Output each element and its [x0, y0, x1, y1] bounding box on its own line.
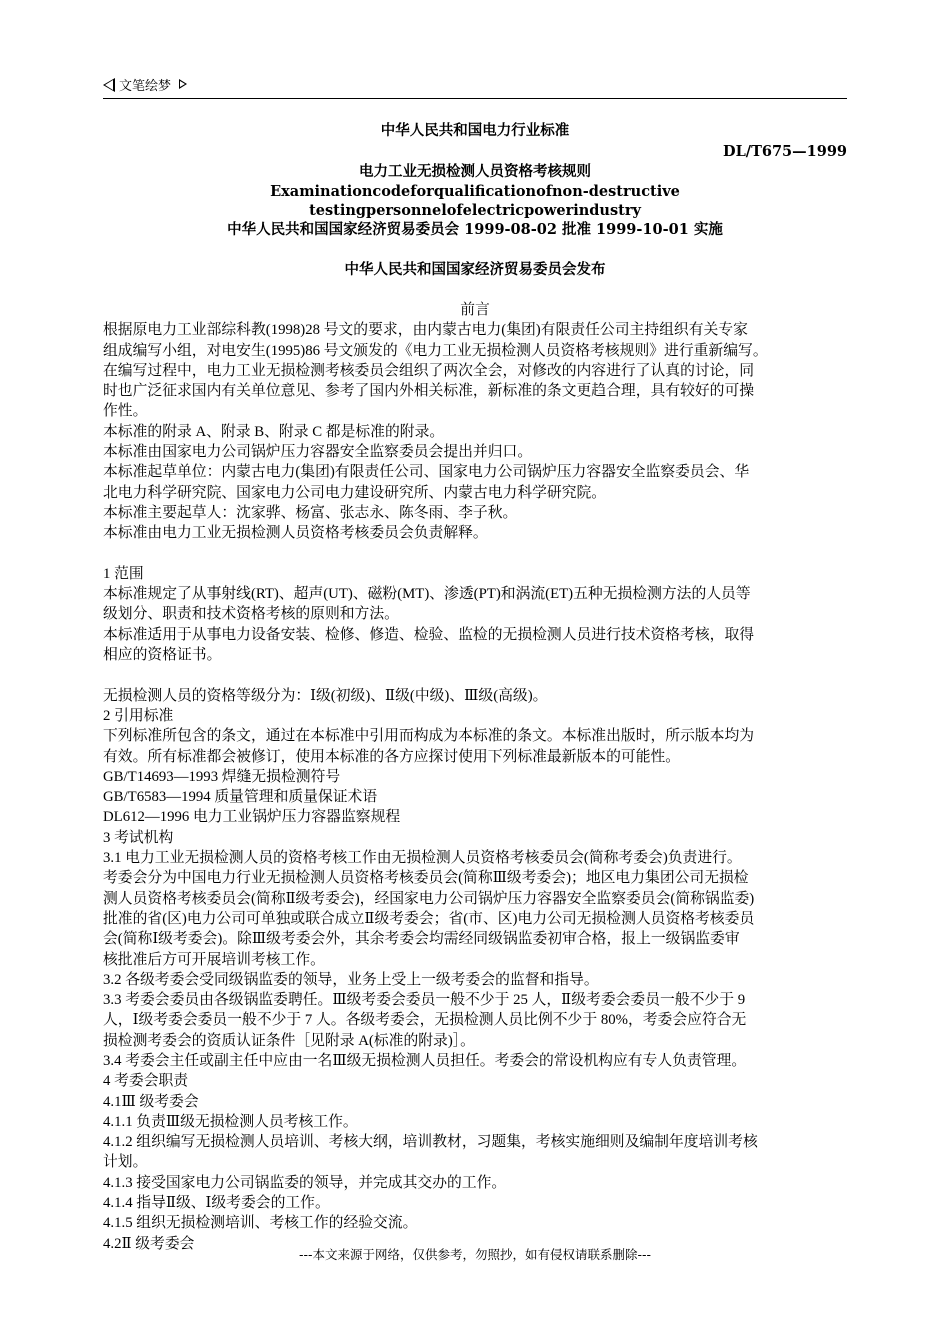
triangle-right-icon	[179, 79, 187, 89]
body-line: 有效。所有标准都会被修订，使用本标准的各方应探讨使用下列标准最新版本的可能性。	[103, 748, 681, 765]
body-line: 本标准主要起草人：沈家骅、杨富、张志永、陈冬雨、李子秋。	[103, 504, 518, 521]
body-line: 本标准规定了从事射线(RT)、超声(UT)、磁粉(MT)、渗透(PT)和涡流(ET)五种无损检测方法的人员等	[103, 586, 751, 603]
body-line: 级划分、职责和技术资格考核的原则和方法。	[103, 606, 399, 623]
foreword-heading: 前言	[460, 302, 490, 318]
body-line: 作性。	[103, 403, 148, 420]
page-header	[103, 74, 847, 99]
body-line: 组成编写小组，对电安生(1995)86 号文颁发的《电力工业无损检测人员资格考核规则》进行重新编写。	[103, 342, 768, 359]
footer-disclaimer: ---本文来源于网络，仅供参考，勿照抄，如有侵权请联系删除---	[298, 1247, 652, 1262]
body-line: 核批准后方可开展培训考核工作。	[103, 951, 325, 968]
document-title-cn: 电力工业无损检测人员资格考核规则	[359, 163, 591, 180]
document-title-en-line2: testingpersonnelofelectricpowerindustry	[309, 202, 641, 219]
body-line: 本标准的附录 A、附录 B、附录 C 都是标准的附录。	[103, 423, 445, 440]
industry-standard-heading: 中华人民共和国电力行业标准	[380, 122, 570, 139]
body-line: 4.1.5 组织无损检测培训、考核工作的经验交流。	[103, 1215, 418, 1232]
body-line: GB/T14693—1993 焊缝无损检测符号	[103, 768, 341, 785]
body-line: 4.1.3 接受国家电力公司锅监委的领导，并完成其交办的工作。	[103, 1174, 507, 1191]
header-logo	[103, 76, 187, 96]
body-line: 3.1 电力工业无损检测人员的资格考核工作由无损检测人员资格考核委员会(简称考委会)负责进行。	[103, 850, 742, 867]
body-line: 时也广泛征求国内有关单位意见、参考了国内外相关标准，新标准的条文更趋合理，具有较好的可操	[103, 383, 755, 400]
blank-line	[103, 665, 863, 685]
body-line: 4.2Ⅱ 级考委会	[103, 1235, 195, 1252]
body-line: 考委会分为中国电力行业无损检测人员资格考核委员会(简称Ⅲ级考委会)；地区电力集团公司无损检	[103, 870, 749, 887]
body-line: 4.1.2 组织编写无损检测人员培训、考核大纲，培训教材，习题集，考核实施细则及编制年度培训考核	[103, 1134, 758, 1151]
body-line: 3.3 考委会委员由各级锅监委聘任。Ⅲ级考委会委员一般不少于 25 人，Ⅱ级考委会委员一般不少于 9	[103, 992, 746, 1009]
body-line: 根据原电力工业部综科教(1998)28 号文的要求，由内蒙古电力(集团)有限责任公司主持组织有关专家	[103, 322, 748, 339]
body-line: 2 引用标准	[103, 707, 174, 724]
body-line: 测人员资格考核委员会(简称Ⅱ级考委会)，经国家电力公司锅炉压力容器安全监察委员会(简称锅监委)	[103, 890, 755, 907]
body-lines	[103, 320, 863, 1254]
body-line: 3.4 考委会主任或副主任中应由一名Ⅲ级无损检测人员担任。考委会的常设机构应有专人负责管理。	[103, 1052, 747, 1069]
publisher-line: 中华人民共和国国家经济贸易委员会发布	[344, 261, 606, 278]
blank-line	[103, 544, 863, 564]
body-line: 4.1.4 指导Ⅱ级、Ⅰ级考委会的工作。	[103, 1195, 330, 1212]
body-line: 本标准起草单位：内蒙古电力(集团)有限责任公司、国家电力公司锅炉压力容器安全监察委员会、华	[103, 464, 750, 481]
standard-number: DL/T675—1999	[723, 143, 847, 160]
document-title-en-line1: Examinationcodeforqualificationofnon-destructive	[270, 183, 680, 200]
body-line: 3 考试机构	[103, 829, 174, 846]
body-line: 在编写过程中，电力工业无损检测考核委员会组织了两次全会，对修改的内容进行了认真的讨论，同	[103, 362, 755, 379]
body-line: 1 范围	[103, 565, 144, 582]
triangle-left-icon	[103, 78, 115, 92]
approval-line: 中华人民共和国国家经济贸易委员会 1999-08-02 批准 1999-10-01 实施	[227, 221, 723, 238]
body-line: 4 考委会职责	[103, 1073, 189, 1090]
body-line: 下列标准所包含的条文，通过在本标准中引用而构成为本标准的条文。本标准出版时，所示版本均为	[103, 728, 755, 745]
body-line: 3.2 各级考委会受同级锅监委的领导，业务上受上一级考委会的监督和指导。	[103, 971, 599, 988]
body-line: 无损检测人员的资格等级分为：Ⅰ级(初级)、Ⅱ级(中级)、Ⅲ级(高级)。	[103, 687, 548, 704]
body-line: 损检测考委会的资质认证条件［见附录 A(标准的附录)］。	[103, 1032, 475, 1049]
body-line: 批准的省(区)电力公司可单独或联合成立Ⅱ级考委会；省(市、区)电力公司无损检测人员资格考核委员	[103, 910, 755, 927]
body-line: 人，Ⅰ级考委会委员一般不少于 7 人。各级考委会，无损检测人员比例不少于 80%，考委会应符合无	[103, 1012, 747, 1029]
document-body	[103, 300, 863, 1254]
body-line: 会(简称Ⅰ级考委会)。除Ⅲ级考委会外，其余考委会均需经同级锅监委初审合格，报上一级锅监委审	[103, 931, 740, 948]
body-line: 本标准由国家电力公司锅炉压力容器安全监察委员会提出并归口。	[103, 444, 533, 461]
body-line: GB/T6583—1994 质量管理和质量保证术语	[103, 789, 378, 806]
body-line: 计划。	[103, 1154, 148, 1171]
body-line: 4.1Ⅲ 级考委会	[103, 1093, 199, 1110]
body-line: 北电力科学研究院、国家电力公司电力建设研究所、内蒙古电力科学研究院。	[103, 484, 607, 501]
body-line: 相应的资格证书。	[103, 647, 222, 664]
logo-text: 文笔绘梦	[119, 79, 172, 94]
body-line: 4.1.1 负责Ⅲ级无损检测人员考核工作。	[103, 1113, 358, 1130]
body-line: DL612—1996 电力工业锅炉压力容器监察规程	[103, 809, 401, 826]
body-line: 本标准适用于从事电力设备安装、检修、修造、检验、监检的无损检测人员进行技术资格考核，取得	[103, 626, 755, 643]
body-line: 本标准由电力工业无损检测人员资格考核委员会负责解释。	[103, 525, 488, 542]
